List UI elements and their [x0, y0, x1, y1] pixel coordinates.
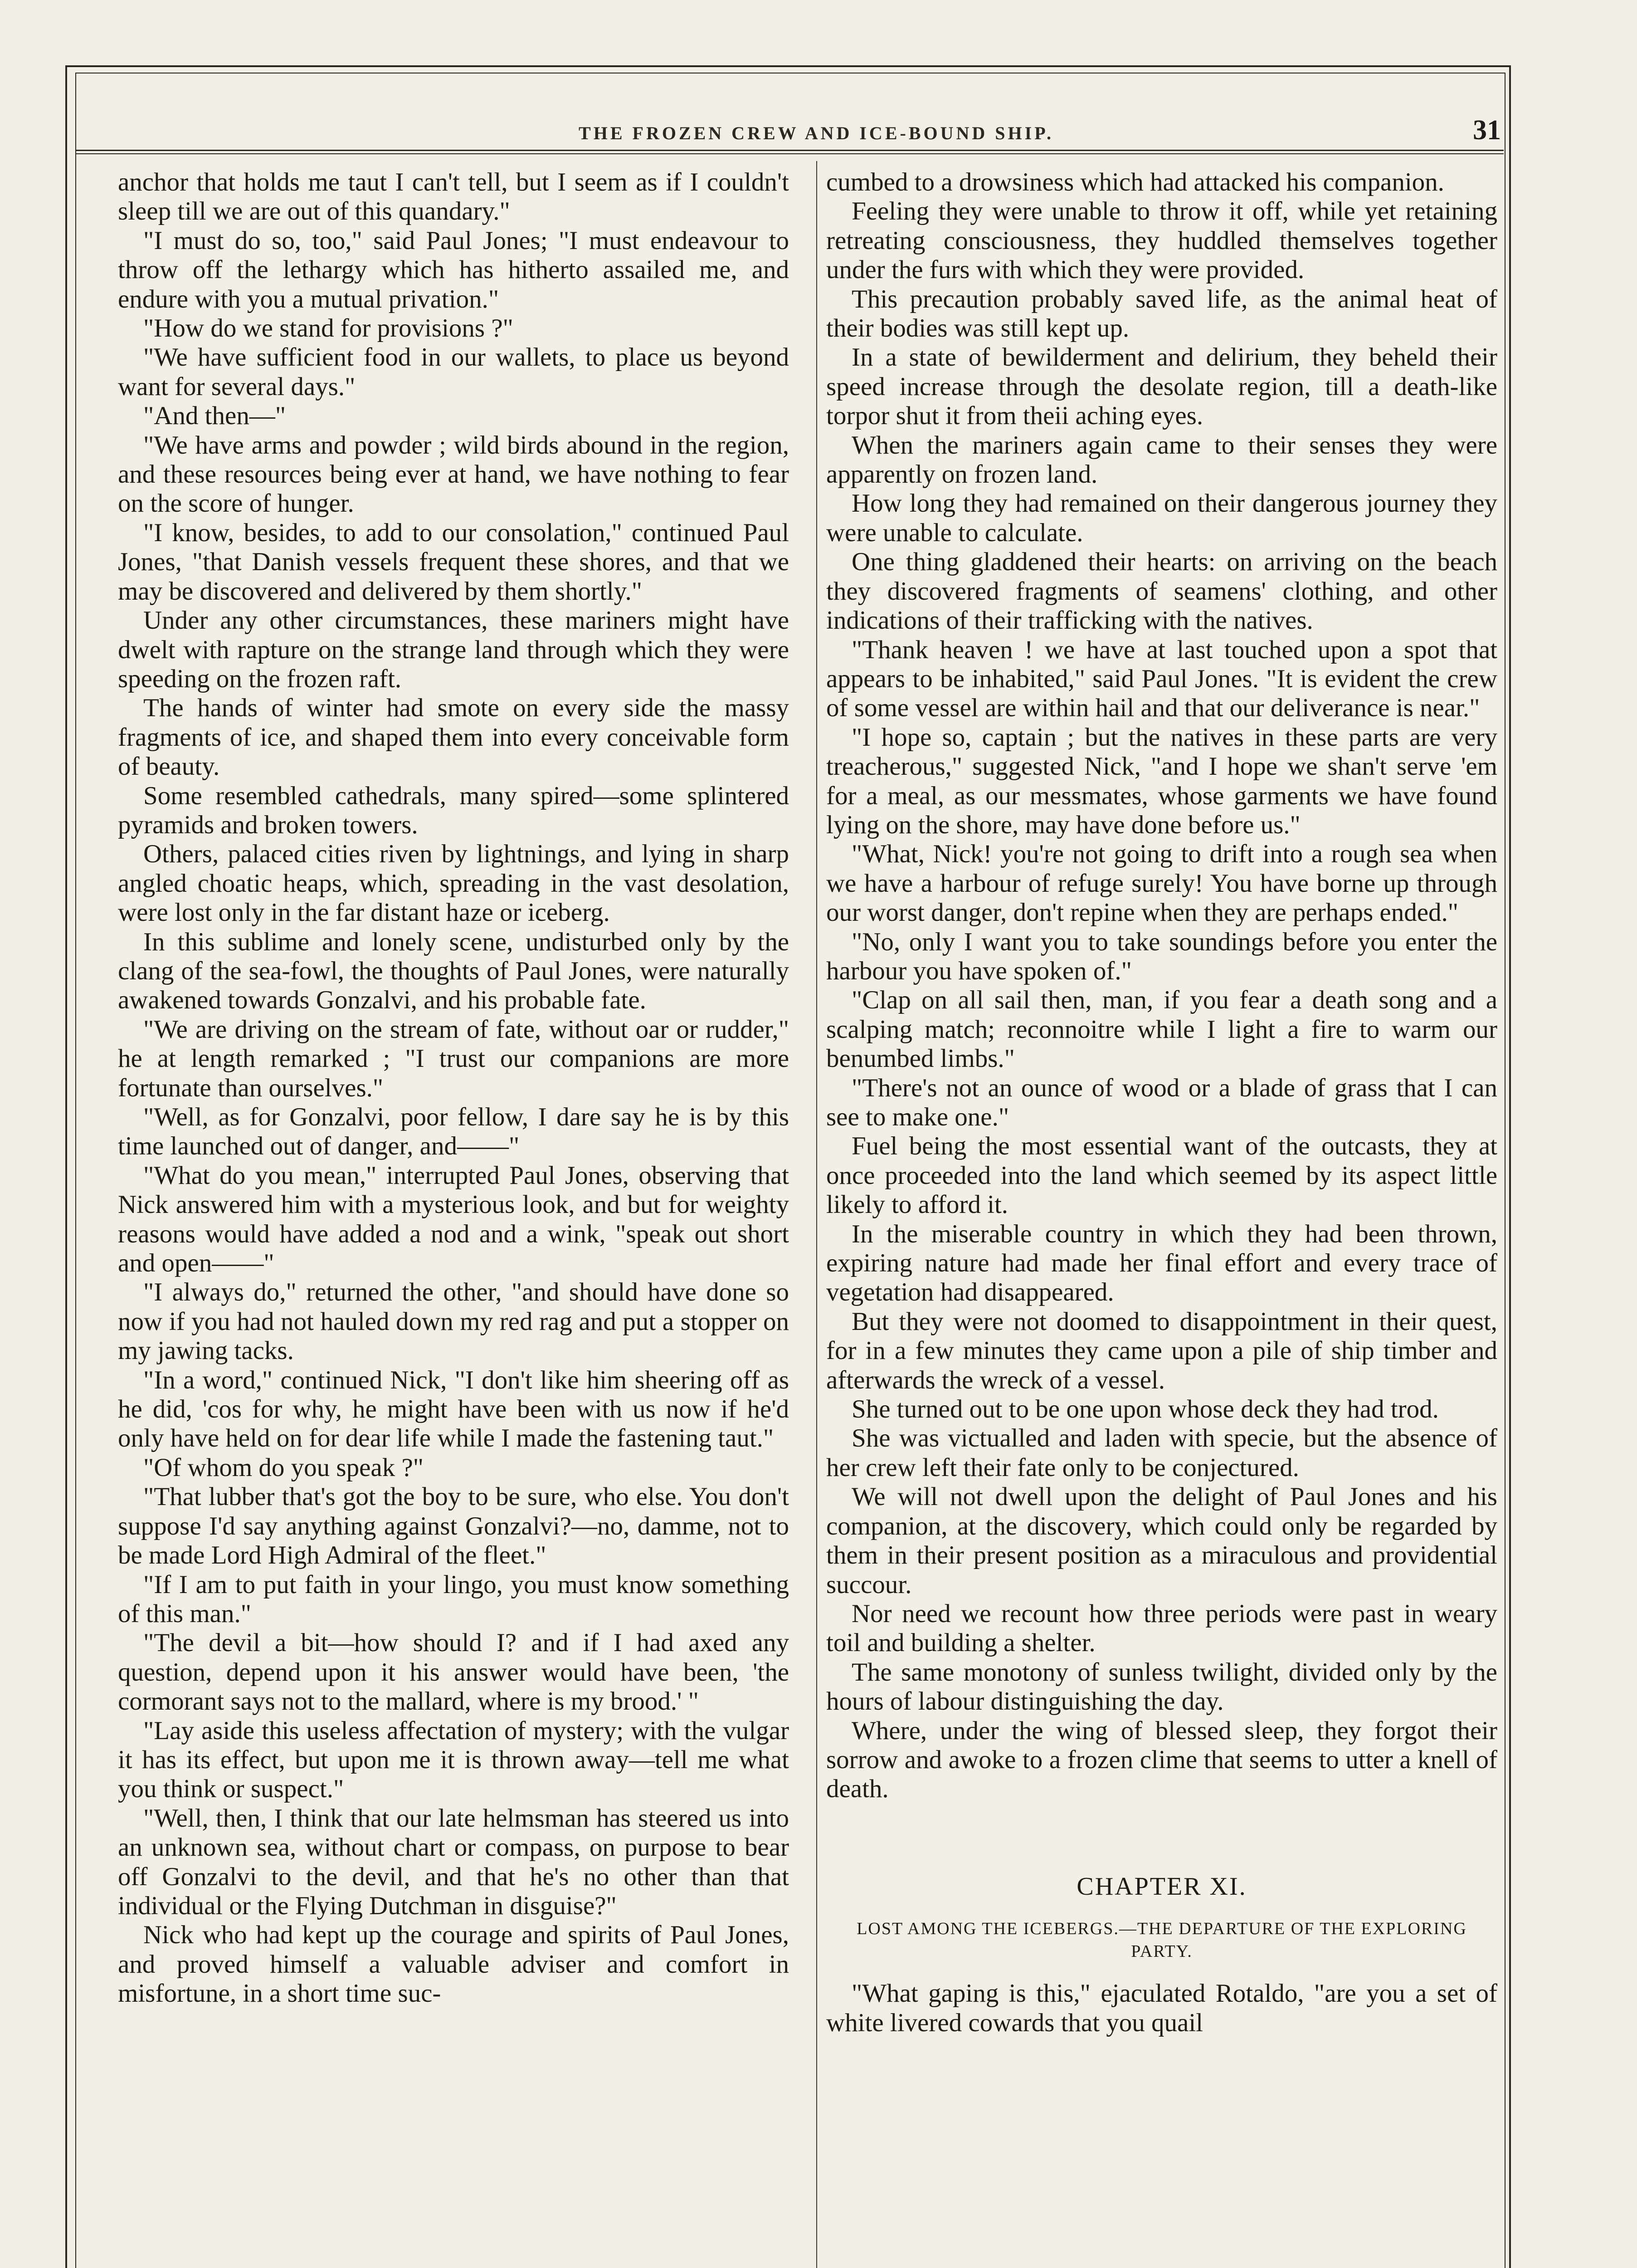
- paragraph: Where, under the wing of blessed sleep, they forgot their sorrow and awoke to a frozen clime that seems to utter a knell of death.: [826, 1716, 1497, 1804]
- paragraph: Nick who had kept up the courage and spirits of Paul Jones, and proved himself a valuable adviser and comfort in misfortune, in a short time suc-: [118, 1921, 789, 2008]
- left-column: [118, 168, 789, 2009]
- paragraph: "How do we stand for provisions ?": [143, 314, 513, 343]
- paragraph: "I always do," returned the other, "and should have done so now if you had not hauled down my red rag and put a stopper on my jawing tacks.: [118, 1278, 789, 1365]
- paragraph: "That lubber that's got the boy to be sure, who else. You don't suppose I'd say anything against Gonzalvi?—no, damme, not to be made Lord High Admiral of the fleet.": [118, 1482, 789, 1570]
- paragraph: cumbed to a drowsiness which had attacked his companion.: [826, 168, 1444, 196]
- paragraph: "And then—": [143, 401, 286, 430]
- paragraph: One thing gladdened their hearts: on arriving on the beach they discovered fragments of seamens' clothing, and other indications of their trafficking with the natives.: [826, 547, 1497, 635]
- paragraph: "I must do so, too," said Paul Jones; "I must endeavour to throw off the lethargy which has hitherto assailed me, and endure with you a mutual privation.": [118, 226, 789, 313]
- paragraph: In the miserable country in which they had been thrown, expiring nature had made her final effort and every trace of vegetation had disappeared.: [826, 1219, 1497, 1307]
- paragraph: "Thank heaven ! we have at last touched upon a spot that appears to be inhabited," said Paul Jones. "It is evident the crew of some vessel are within hail and that our deliverance is near.": [826, 635, 1497, 723]
- paragraph: In a state of bewilderment and delirium, they beheld their speed increase through the desolate region, till a death-like torpor shut it from theii aching eyes.: [826, 343, 1497, 430]
- paragraph: "Well, as for Gonzalvi, poor fellow, I dare say he is by this time launched out of danger, and——": [118, 1103, 789, 1161]
- paragraph: But they were not doomed to disappointment in their quest, for in a few minutes they came upon a pile of ship timber and afterwards the wreck of a vessel.: [826, 1307, 1497, 1394]
- paragraph: "Lay aside this useless affectation of mystery; with the vulgar it has its effect, but upon me it is thrown away—tell me what you think or suspect.": [118, 1716, 789, 1804]
- paragraph: "We have arms and powder ; wild birds abound in the region, and these resources being ever at hand, we have nothing to fear on the score of hunger.: [118, 430, 789, 518]
- chapter-opening-paragraph: "What gaping is this," ejaculated Rotaldo, "are you a set of white livered cowards that you quail: [826, 1979, 1497, 2037]
- paragraph: "I hope so, captain ; but the natives in these parts are very treacherous," suggested Nick, "and I hope we shan't serve 'em for a meal, as our messmates, whose garments we have found lying on the shore, may have done before us.": [826, 723, 1497, 839]
- paragraph: Feeling they were unable to throw it off, while yet retaining retreating consciousness, they huddled themselves together under the furs with which they were provided.: [826, 197, 1497, 284]
- paragraph: Under any other circumstances, these mariners might have dwelt with rapture on the strange land through which they were speeding on the frozen raft.: [118, 606, 789, 693]
- paragraph: We will not dwell upon the delight of Paul Jones and his companion, at the discovery, which could only be regarded by them in their present position as a miraculous and providential succour.: [826, 1482, 1497, 1599]
- paragraph: Fuel being the most essential want of the outcasts, they at once proceeded into the land which seemed by its aspect little likely to afford it.: [826, 1132, 1497, 1219]
- paragraph: "What, Nick! you're not going to drift into a rough sea when we have a harbour of refuge surely! You have borne up through our worst danger, don't repine when they are perhaps ended.": [826, 840, 1497, 927]
- chapter-subtitle: LOST AMONG THE ICEBERGS.—THE DEPARTURE OF THE EXPLORING PARTY.: [857, 1919, 1467, 1961]
- paragraph: "We are driving on the stream of fate, without oar or rudder," he at length remarked ; "I trust our companions are more fortunate than ourselves.": [118, 1015, 789, 1102]
- paragraph: "We have sufficient food in our wallets, to place us beyond want for several days.": [118, 343, 789, 401]
- paragraph: "What do you mean," interrupted Paul Jones, observing that Nick answered him with a mysterious look, and but for weighty reasons would have added a nod and a wink, "speak out short and open——": [118, 1161, 789, 1278]
- header-rule: [75, 150, 1504, 151]
- header-rule-secondary: [75, 153, 1504, 154]
- paragraph: "Well, then, I think that our late helmsman has steered us into an unknown sea, without chart or compass, on purpose to bear off Gonzalvi to the devil, and that he's no other than that individual or the Flying Dutchman in disguise?": [118, 1804, 789, 1920]
- paragraph: When the mariners again came to their senses they were apparently on frozen land.: [826, 430, 1497, 489]
- paragraph: "If I am to put faith in your lingo, you must know something of this man.": [118, 1570, 789, 1628]
- running-title: THE FROZEN CREW AND ICE-BOUND SHIP.: [579, 123, 1054, 143]
- paragraph: The hands of winter had smote on every side the massy fragments of ice, and shaped them into every conceivable form of beauty.: [118, 694, 789, 781]
- paragraph: The same monotony of sunless twilight, divided only by the hours of labour distinguishing the day.: [826, 1657, 1497, 1716]
- paragraph: "In a word," continued Nick, "I don't like him sheering off as he did, 'cos for why, he might have been with us now if he'd only have held on for dear life while I made the fastening taut.": [118, 1365, 789, 1453]
- paragraph: She was victualled and laden with specie, but the absence of her crew left their fate only to be conjectured.: [826, 1424, 1497, 1482]
- paragraph: "Of whom do you speak ?": [143, 1453, 424, 1482]
- paragraph: Nor need we recount how three periods were past in weary toil and building a shelter.: [826, 1599, 1497, 1657]
- paragraph: This precaution probably saved life, as the animal heat of their bodies was still kept up.: [826, 284, 1497, 343]
- page-number: 31: [1473, 115, 1501, 146]
- paragraph: "There's not an ounce of wood or a blade of grass that I can see to make one.": [826, 1073, 1497, 1131]
- paragraph: Some resembled cathedrals, many spired—some splintered pyramids and broken towers.: [118, 781, 789, 839]
- paragraph: "The devil a bit—how should I? and if I had axed any question, depend upon it his answer would have been, 'the cormorant says not to the mallard, where is my brood.' ": [118, 1628, 789, 1716]
- paragraph: "I know, besides, to add to our consolation," continued Paul Jones, "that Danish vessels frequent these shores, and that we may be discovered and delivered by them shortly.": [118, 518, 789, 606]
- right-column: [826, 168, 1497, 2038]
- paragraph: anchor that holds me taut I can't tell, but I seem as if I couldn't sleep till we are out of this quandary.": [118, 168, 789, 226]
- chapter-heading: CHAPTER XI.: [1077, 1872, 1247, 1901]
- paragraph: In this sublime and lonely scene, undisturbed only by the clang of the sea-fowl, the thoughts of Paul Jones, were naturally awakened towards Gonzalvi, and his probable fate.: [118, 927, 789, 1015]
- paragraph: She turned out to be one upon whose deck they had trod.: [852, 1395, 1439, 1424]
- paragraph: "Clap on all sail then, man, if you fear a death song and a scalping match; reconnoitre while I light a fire to warm our benumbed limbs.": [826, 986, 1497, 1073]
- paragraph: "No, only I want you to take soundings before you enter the harbour you have spoken of.": [826, 927, 1497, 985]
- paragraph: How long they had remained on their dangerous journey they were unable to calculate.: [826, 489, 1497, 547]
- paragraph: Others, palaced cities riven by lightnings, and lying in sharp angled choatic heaps, which, spreading in the vast desolation, were lost only in the far distant haze or iceberg.: [118, 840, 789, 927]
- column-divider: [816, 161, 817, 2268]
